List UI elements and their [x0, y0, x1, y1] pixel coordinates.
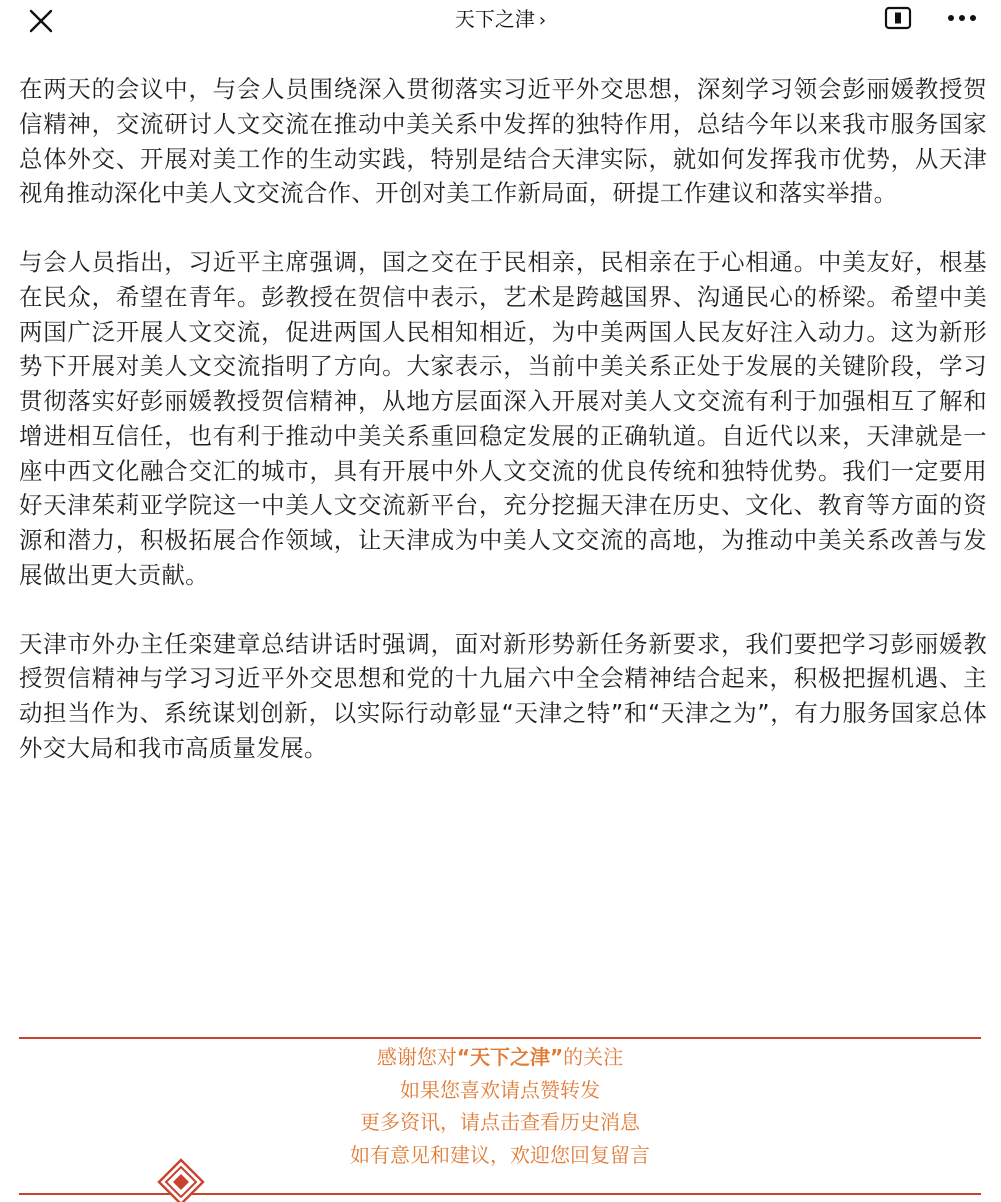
footer-brand-name: “天下之津”: [456, 1045, 564, 1069]
reader-mode-icon[interactable]: [884, 6, 912, 30]
footer-history-line: 更多资讯，请点击查看历史消息: [360, 1110, 640, 1134]
top-nav-bar: [0, 0, 1001, 42]
article-paragraph-1: 在两天的会议中，与会人员围绕深入贯彻落实习近平外交思想，深刻学习领会彭丽媛教授贺信精神，交流研讨人文交流在推动中美关系中发挥的独特作用，总结今年以来我市服务国家总体外交、开展对美工作的生动实践，特别是结合天津实际，就如何发挥我市优势，从天津视角推动深化中美人文交流合作、开创对美工作新局面，研提工作建议和落实举措。: [19, 75, 987, 208]
close-icon[interactable]: [26, 6, 56, 36]
article-paragraph-3: 天津市外办主任栾建章总结讲话时强调，面对新形势新任务新要求，我们要把学习彭丽媛教授贺信精神与学习习近平外交思想和党的十九届六中全会精神结合起来，积极把握机遇、主动担当作为、系统谋划创新，以实际行动彰显“天津之特”和“天津之为”，有力服务国家总体外交大局和我市高质量发展。: [19, 629, 987, 762]
chevron-right-icon: ›: [538, 10, 547, 31]
nav-title: [0, 6, 1001, 32]
article-footer: [19, 1037, 981, 1200]
footer-thanks-suffix: 的关注: [563, 1045, 624, 1069]
article-body: [19, 72, 987, 800]
article-paragraph-2: 与会人员指出，习近平主席强调，国之交在于民相亲，民相亲在于心相通。中美友好，根基在民众，希望在青年。彭教授在贺信中表示，艺术是跨越国界、沟通民心的桥梁。希望中美两国广泛开展人文交流，促进两国人民相知相近，为中美两国人民友好注入动力。这为新形势下开展对美人文交流指明了方向。大家表示，当前中美关系正处于发展的关键阶段，学习贯彻落实好彭丽媛教授贺信精神，从地方层面深入开展对美人文交流有利于加强相互了解和增进相互信任，也有利于推动中美关系重回稳定发展的正确轨道。自近代以来，天津就是一座中西文化融合交汇的城市，具有开展中外人文交流的优良传统和独特优势。我们一定要用好天津茱莉亚学院这一中美人文交流新平台，充分挖掘天津在历史、文化、教育等方面的资源和潜力，积极拓展合作领域，让天津成为中美人文交流的高地，为推动中美关系改善与发展做出更大贡献。: [19, 248, 987, 589]
footer-divider-top: [19, 1037, 981, 1039]
diamond-ornament-icon: [156, 1158, 206, 1202]
footer-thanks-prefix: 感谢您对: [376, 1045, 457, 1069]
more-icon[interactable]: [944, 4, 980, 32]
account-name-link[interactable]: [455, 7, 546, 31]
footer-thanks-line: [19, 1041, 981, 1074]
footer-feedback-line: 如有意见和建议，欢迎您回复留言: [350, 1142, 650, 1167]
footer-like-share-line: 如果您喜欢请点赞转发: [400, 1077, 600, 1102]
footer-message: [19, 1041, 981, 1171]
account-name: 天下之津: [454, 7, 535, 31]
